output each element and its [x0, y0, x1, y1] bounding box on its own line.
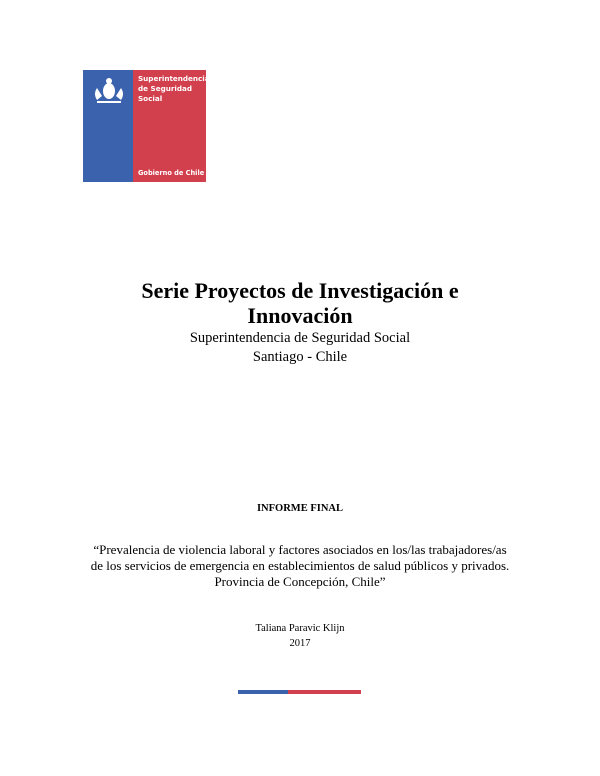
suseso-logo — [83, 70, 210, 182]
logo-red-panel — [133, 70, 210, 182]
logo-blue-panel — [83, 70, 133, 182]
location: Santiago - Chile — [252, 349, 348, 365]
flag-color-bar — [238, 690, 361, 694]
report-year: 2017 — [289, 638, 311, 649]
bar-blue-segment — [238, 690, 288, 694]
chile-coat-of-arms-icon — [89, 76, 129, 106]
logo-institution-name: Superintendencia de Seguridad Social — [138, 74, 210, 103]
institution-name: Superintendencia de Seguridad Social — [189, 330, 411, 346]
series-title-line1: Serie Proyectos de Investigación e — [141, 278, 459, 303]
report-title: “Prevalencia de violencia laboral y factores asociados en los/las trabajadores/as de los servicios de emergencia en establecimientos de salud públicos y privados. Provincia de Concepción, Chile” — [90, 542, 510, 589]
report-label: INFORME FINAL — [256, 503, 344, 514]
logo-government-label: Gobierno de Chile — [138, 169, 205, 177]
author-name: Taliana Paravic Klijn — [255, 623, 345, 634]
author-block — [0, 621, 600, 651]
series-title-line2: Innovación — [247, 303, 353, 328]
bar-red-segment — [288, 690, 361, 694]
